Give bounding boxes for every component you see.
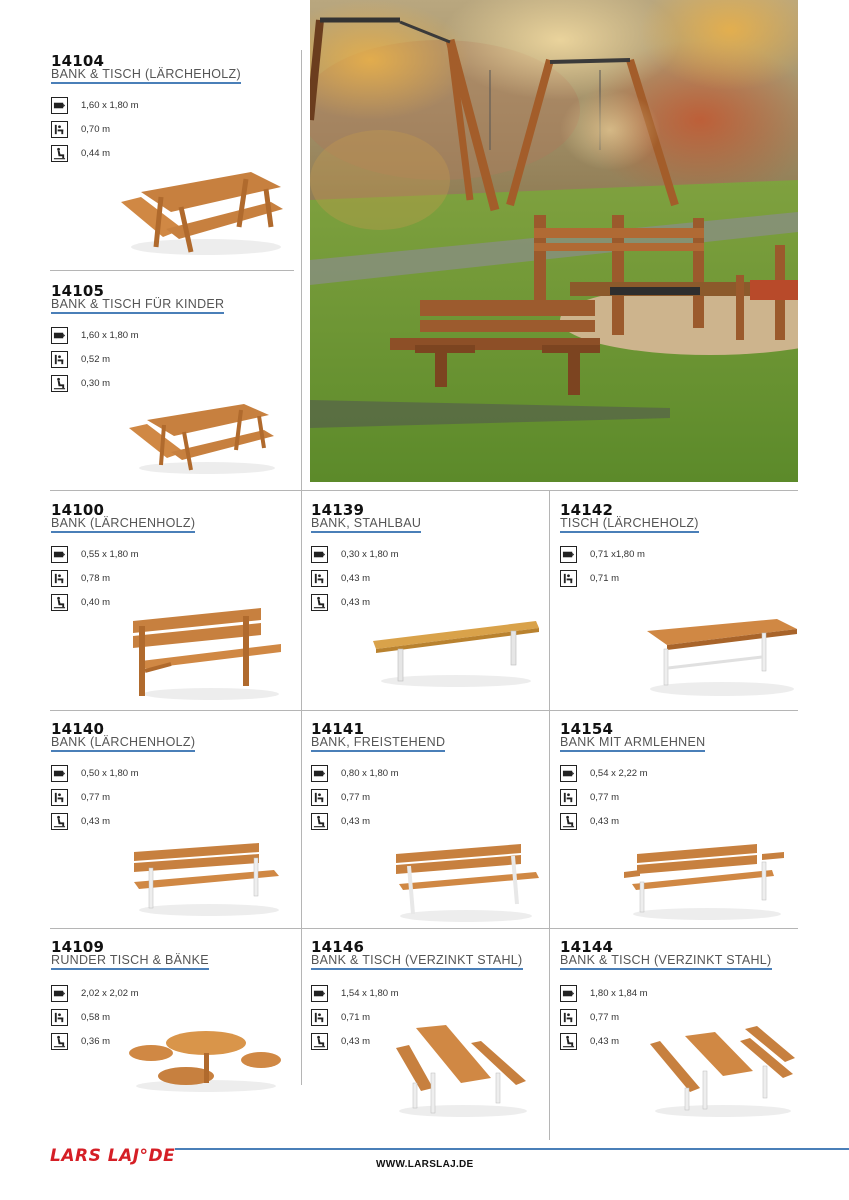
height-icon — [311, 789, 328, 806]
spec-size: 0,54 x 2,22 m — [560, 764, 648, 782]
spec-height: 0,43 m — [311, 569, 370, 587]
product-title: BANK MIT ARMLEHNEN — [560, 735, 705, 752]
spec-height: 0,77 m — [311, 788, 370, 806]
product-title: BANK (LÄRCHENHOLZ) — [51, 516, 195, 533]
spec-size: 2,02 x 2,02 m — [51, 984, 139, 1002]
product-card-14140[interactable] — [51, 720, 295, 925]
size-icon — [311, 765, 328, 782]
divider-row-4 — [50, 928, 798, 929]
product-image-kids-picnic-table — [129, 400, 279, 475]
size-icon — [51, 97, 68, 114]
product-card-14142[interactable] — [560, 501, 798, 706]
height-icon — [51, 570, 68, 587]
spec-seat: 0,36 m — [51, 1032, 110, 1050]
product-code: 14104 — [51, 52, 105, 70]
product-title: BANK & TISCH (LÄRCHEHOLZ) — [51, 67, 241, 84]
spec-height: 0,71 m — [560, 569, 619, 587]
seat-height-icon — [51, 1033, 68, 1050]
product-title: TISCH (LÄRCHEHOLZ) — [560, 516, 699, 533]
spec-seat: 0,43 m — [311, 1032, 370, 1050]
spec-height: 0,71 m — [311, 1008, 370, 1026]
product-image-steel-table-set — [391, 1023, 536, 1118]
height-icon — [560, 1009, 577, 1026]
size-icon — [51, 985, 68, 1002]
spec-seat: 0,43 m — [51, 812, 110, 830]
footer-url[interactable]: WWW.LARSLAJ.DE — [376, 1159, 474, 1170]
product-image-steel-bench — [371, 619, 541, 689]
spec-seat: 0,40 m — [51, 593, 110, 611]
size-icon — [51, 546, 68, 563]
divider-row-2 — [50, 490, 798, 491]
spec-height: 0,77 m — [560, 788, 619, 806]
seat-height-icon — [560, 1033, 577, 1050]
product-image-wood-table — [642, 613, 802, 698]
spec-height: 0,77 m — [560, 1008, 619, 1026]
divider-row-1 — [50, 270, 294, 271]
seat-height-icon — [311, 1033, 328, 1050]
spec-height: 0,70 m — [51, 120, 110, 138]
product-card-14105[interactable] — [51, 282, 295, 487]
spec-seat: 0,43 m — [560, 812, 619, 830]
product-image-steel-table-backrest-set — [645, 1026, 800, 1118]
divider-row-3 — [50, 710, 798, 711]
product-code: 14140 — [51, 720, 105, 738]
size-icon — [311, 985, 328, 1002]
seat-height-icon — [560, 813, 577, 830]
footer-logo[interactable]: LARS LAJ°DE — [50, 1146, 176, 1166]
product-code: 14100 — [51, 501, 105, 519]
size-icon — [560, 765, 577, 782]
product-title: BANK, FREISTEHEND — [311, 735, 445, 752]
seat-height-icon — [51, 145, 68, 162]
product-code: 14109 — [51, 938, 105, 956]
spec-size: 1,60 x 1,80 m — [51, 326, 139, 344]
product-title: BANK & TISCH FÜR KINDER — [51, 297, 224, 314]
product-title: BANK & TISCH (VERZINKT STAHL) — [311, 953, 523, 970]
spec-seat: 0,44 m — [51, 144, 110, 162]
spec-size: 0,55 x 1,80 m — [51, 545, 139, 563]
product-image-round-table — [126, 1028, 286, 1093]
size-icon — [560, 985, 577, 1002]
product-code: 14154 — [560, 720, 614, 738]
product-title: BANK, STAHLBAU — [311, 516, 421, 533]
spec-seat: 0,43 m — [311, 812, 370, 830]
product-code: 14141 — [311, 720, 365, 738]
seat-height-icon — [311, 813, 328, 830]
size-icon — [560, 546, 577, 563]
product-title: RUNDER TISCH & BÄNKE — [51, 953, 209, 970]
spec-size: 0,50 x 1,80 m — [51, 764, 139, 782]
spec-size: 0,30 x 1,80 m — [311, 545, 399, 563]
spec-size: 0,71 x1,80 m — [560, 545, 645, 563]
seat-height-icon — [51, 594, 68, 611]
spec-height: 0,52 m — [51, 350, 110, 368]
spec-height: 0,58 m — [51, 1008, 110, 1026]
seat-height-icon — [51, 813, 68, 830]
product-image-armrest-bench — [622, 842, 792, 922]
spec-height: 0,78 m — [51, 569, 110, 587]
product-title: BANK (LÄRCHENHOLZ) — [51, 735, 195, 752]
size-icon — [51, 765, 68, 782]
product-card-14144[interactable] — [560, 938, 798, 1123]
product-card-14146[interactable] — [311, 938, 547, 1123]
size-icon — [311, 546, 328, 563]
height-icon — [51, 351, 68, 368]
spec-seat: 0,43 m — [560, 1032, 619, 1050]
height-icon — [51, 121, 68, 138]
product-image-wood-steel-bench — [129, 838, 289, 918]
product-card-14141[interactable] — [311, 720, 547, 925]
spec-seat: 0,43 m — [311, 593, 370, 611]
height-icon — [51, 1009, 68, 1026]
height-icon — [560, 789, 577, 806]
spec-size: 1,54 x 1,80 m — [311, 984, 399, 1002]
spec-seat: 0,30 m — [51, 374, 110, 392]
spec-size: 1,60 x 1,80 m — [51, 96, 139, 114]
product-card-14104[interactable] — [51, 52, 295, 267]
spec-size: 1,80 x 1,84 m — [560, 984, 648, 1002]
divider-col-1 — [301, 490, 302, 1085]
product-title: BANK & TISCH (VERZINKT STAHL) — [560, 953, 772, 970]
product-image-picnic-table — [121, 167, 286, 257]
size-icon — [51, 327, 68, 344]
product-code: 14146 — [311, 938, 365, 956]
spec-height: 0,77 m — [51, 788, 110, 806]
product-code: 14142 — [560, 501, 614, 519]
product-code: 14144 — [560, 938, 614, 956]
height-icon — [51, 789, 68, 806]
spec-size: 0,80 x 1,80 m — [311, 764, 399, 782]
product-card-14109[interactable] — [51, 938, 295, 1088]
height-icon — [560, 570, 577, 587]
product-code: 14105 — [51, 282, 105, 300]
product-code: 14139 — [311, 501, 365, 519]
product-card-14154[interactable] — [560, 720, 798, 925]
seat-height-icon — [311, 594, 328, 611]
height-icon — [311, 570, 328, 587]
product-image-wood-bench — [131, 606, 286, 701]
seat-height-icon — [51, 375, 68, 392]
footer-rule — [175, 1148, 849, 1150]
product-card-14100[interactable] — [51, 501, 295, 706]
product-card-14139[interactable] — [311, 501, 547, 706]
hero-photo — [310, 0, 798, 482]
divider-col-2 — [549, 490, 550, 1140]
divider-vertical-top — [301, 50, 302, 490]
product-image-freestanding-bench — [391, 838, 541, 923]
height-icon — [311, 1009, 328, 1026]
